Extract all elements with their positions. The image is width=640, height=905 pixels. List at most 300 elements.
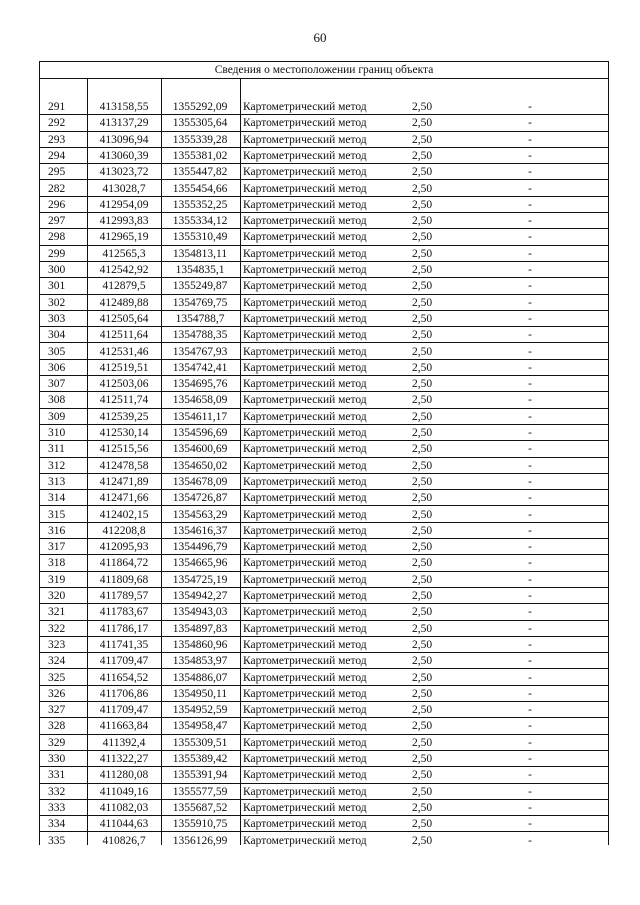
description-cell: - xyxy=(528,182,532,195)
y-coordinate-cell: 1355389,42 xyxy=(172,753,228,765)
table-row xyxy=(40,409,608,425)
point-number-cell: 309 xyxy=(48,410,66,423)
accuracy-cell: 2,50 xyxy=(411,736,433,749)
table-row xyxy=(40,816,608,832)
point-number-cell: 320 xyxy=(48,590,66,602)
description-cell: - xyxy=(528,622,532,635)
method-cell: Картометрический метод xyxy=(243,638,367,651)
accuracy-cell: 2,50 xyxy=(411,345,433,358)
table-row xyxy=(40,523,608,539)
point-number-cell: 323 xyxy=(48,638,66,651)
table-row xyxy=(40,784,608,800)
point-number-cell: 335 xyxy=(48,834,66,847)
point-number-cell: 316 xyxy=(48,524,66,537)
y-coordinate-cell: 1354860,96 xyxy=(172,638,228,651)
table-row xyxy=(40,588,608,604)
y-coordinate-cell: 1354942,27 xyxy=(172,590,228,602)
point-number-cell: 328 xyxy=(48,720,66,733)
point-number-cell: 297 xyxy=(48,215,66,228)
description-cell: - xyxy=(528,149,532,162)
method-cell: Картометрический метод xyxy=(243,345,367,358)
table-row xyxy=(40,164,608,180)
x-coordinate-cell: 411654,52 xyxy=(99,671,149,684)
method-cell: Картометрический метод xyxy=(243,149,367,162)
table-row xyxy=(40,637,608,653)
method-cell: Картометрический метод xyxy=(243,704,367,717)
description-cell: - xyxy=(528,638,532,651)
accuracy-cell: 2,50 xyxy=(411,264,433,276)
description-cell: - xyxy=(528,818,532,831)
table-row xyxy=(40,181,608,197)
table-title-spacer xyxy=(40,79,608,99)
point-number-cell: 310 xyxy=(48,427,66,439)
method-cell: Картометрический метод xyxy=(243,361,367,374)
accuracy-cell: 2,50 xyxy=(411,198,433,211)
y-coordinate-cell: 1355339,28 xyxy=(172,133,228,146)
accuracy-cell: 2,50 xyxy=(411,101,433,113)
point-number-cell: 292 xyxy=(48,117,66,130)
table-row xyxy=(40,572,608,588)
x-coordinate-cell: 411789,57 xyxy=(99,590,149,602)
y-coordinate-cell: 1354952,59 xyxy=(172,704,228,717)
point-number-cell: 311 xyxy=(48,443,65,456)
y-coordinate-cell: 1354563,29 xyxy=(172,508,228,521)
table-row xyxy=(40,99,608,115)
accuracy-cell: 2,50 xyxy=(411,296,433,309)
table-row xyxy=(40,197,608,213)
table-row xyxy=(40,425,608,441)
method-cell: Картометрический метод xyxy=(243,443,367,456)
table-row xyxy=(40,262,608,278)
accuracy-cell: 2,50 xyxy=(411,622,433,635)
y-coordinate-cell: 1354496,79 xyxy=(172,541,228,554)
y-coordinate-cell: 1354886,07 xyxy=(172,671,228,684)
method-cell: Картометрический метод xyxy=(243,801,367,814)
description-cell: - xyxy=(528,834,532,847)
table-row xyxy=(40,458,608,474)
table-row xyxy=(40,115,608,131)
x-coordinate-cell: 411709,47 xyxy=(99,704,149,717)
description-cell: - xyxy=(528,247,532,260)
y-coordinate-cell: 1355249,87 xyxy=(172,280,228,293)
accuracy-cell: 2,50 xyxy=(411,541,433,554)
point-number-cell: 314 xyxy=(48,492,66,505)
table-row xyxy=(40,132,608,148)
accuracy-cell: 2,50 xyxy=(411,704,433,717)
x-coordinate-cell: 411709,47 xyxy=(99,655,149,668)
point-number-cell: 326 xyxy=(48,687,66,700)
table-row xyxy=(40,653,608,669)
x-coordinate-cell: 413096,94 xyxy=(99,133,149,146)
y-coordinate-cell: 1354658,09 xyxy=(172,394,228,407)
accuracy-cell: 2,50 xyxy=(411,133,433,146)
point-number-cell: 304 xyxy=(48,329,66,342)
description-cell: - xyxy=(528,394,532,407)
x-coordinate-cell: 412539,25 xyxy=(99,410,149,423)
description-cell: - xyxy=(528,312,532,325)
point-number-cell: 293 xyxy=(48,133,66,146)
table-row xyxy=(40,555,608,571)
point-number-cell: 319 xyxy=(48,573,66,586)
description-cell: - xyxy=(528,541,532,554)
y-coordinate-cell: 1354616,37 xyxy=(172,524,228,537)
description-cell: - xyxy=(528,215,532,228)
y-coordinate-cell: 1354665,96 xyxy=(172,557,228,570)
description-cell: - xyxy=(528,687,532,700)
table-row xyxy=(40,800,608,816)
y-coordinate-cell: 1355577,59 xyxy=(172,785,228,798)
y-coordinate-cell: 1355391,94 xyxy=(172,769,228,782)
x-coordinate-cell: 412402,15 xyxy=(99,508,149,521)
y-coordinate-cell: 1355310,49 xyxy=(172,231,228,244)
accuracy-cell: 2,50 xyxy=(411,638,433,651)
y-coordinate-cell: 1356126,99 xyxy=(172,834,228,847)
point-number-cell: 306 xyxy=(48,361,66,374)
method-cell: Картометрический метод xyxy=(243,818,367,831)
point-number-cell: 295 xyxy=(48,166,66,179)
accuracy-cell: 2,50 xyxy=(411,410,433,423)
description-cell: - xyxy=(528,720,532,733)
table-row xyxy=(40,360,608,376)
accuracy-cell: 2,50 xyxy=(411,149,433,162)
method-cell: Картометрический метод xyxy=(243,410,367,423)
description-cell: - xyxy=(528,231,532,244)
description-cell: - xyxy=(528,573,532,586)
method-cell: Картометрический метод xyxy=(243,117,367,130)
accuracy-cell: 2,50 xyxy=(411,606,433,619)
table-row xyxy=(40,670,608,686)
point-number-cell: 298 xyxy=(48,231,66,244)
x-coordinate-cell: 412565,3 xyxy=(102,247,146,260)
description-cell: - xyxy=(528,508,532,521)
method-cell: Картометрический метод xyxy=(243,557,367,570)
accuracy-cell: 2,50 xyxy=(411,720,433,733)
accuracy-cell: 2,50 xyxy=(411,247,433,260)
method-cell: Картометрический метод xyxy=(243,769,367,782)
description-cell: - xyxy=(528,410,532,423)
x-coordinate-cell: 411864,72 xyxy=(99,557,149,570)
table-row xyxy=(40,376,608,392)
method-cell: Картометрический метод xyxy=(243,655,367,668)
method-cell: Картометрический метод xyxy=(243,753,367,765)
description-cell: - xyxy=(528,475,532,488)
x-coordinate-cell: 412511,74 xyxy=(99,394,149,407)
accuracy-cell: 2,50 xyxy=(411,573,433,586)
method-cell: Картометрический метод xyxy=(243,394,367,407)
method-cell: Картометрический метод xyxy=(243,264,367,276)
y-coordinate-cell: 1354788,7 xyxy=(175,312,225,325)
table-row xyxy=(40,735,608,751)
point-number-cell: 324 xyxy=(48,655,66,668)
x-coordinate-cell: 412954,09 xyxy=(99,198,149,211)
x-coordinate-cell: 411741,35 xyxy=(99,638,149,651)
accuracy-cell: 2,50 xyxy=(411,801,433,814)
description-cell: - xyxy=(528,280,532,293)
method-cell: Картометрический метод xyxy=(243,622,367,635)
method-cell: Картометрический метод xyxy=(243,427,367,439)
description-cell: - xyxy=(528,345,532,358)
accuracy-cell: 2,50 xyxy=(411,361,433,374)
method-cell: Картометрический метод xyxy=(243,329,367,342)
y-coordinate-cell: 1354611,17 xyxy=(172,410,228,423)
y-coordinate-cell: 1354897,83 xyxy=(172,622,228,635)
description-cell: - xyxy=(528,769,532,782)
x-coordinate-cell: 412515,56 xyxy=(99,443,149,456)
accuracy-cell: 2,50 xyxy=(411,769,433,782)
accuracy-cell: 2,50 xyxy=(411,753,433,765)
x-coordinate-cell: 412478,58 xyxy=(99,459,149,472)
y-coordinate-cell: 1354950,11 xyxy=(172,687,228,700)
y-coordinate-cell: 1355309,51 xyxy=(172,736,228,749)
table-row xyxy=(40,702,608,718)
table-row xyxy=(40,311,608,327)
x-coordinate-cell: 413060,39 xyxy=(99,149,149,162)
accuracy-cell: 2,50 xyxy=(411,785,433,798)
y-coordinate-cell: 1355454,66 xyxy=(172,182,228,195)
description-cell: - xyxy=(528,361,532,374)
x-coordinate-cell: 412542,92 xyxy=(99,264,149,276)
table-row xyxy=(40,490,608,506)
description-cell: - xyxy=(528,166,532,179)
point-number-cell: 325 xyxy=(48,671,66,684)
x-coordinate-cell: 412511,64 xyxy=(99,329,149,342)
description-cell: - xyxy=(528,753,532,765)
x-coordinate-cell: 412471,89 xyxy=(99,475,149,488)
point-number-cell: 332 xyxy=(48,785,66,798)
accuracy-cell: 2,50 xyxy=(411,166,433,179)
description-cell: - xyxy=(528,459,532,472)
accuracy-cell: 2,50 xyxy=(411,671,433,684)
accuracy-cell: 2,50 xyxy=(411,475,433,488)
description-cell: - xyxy=(528,785,532,798)
x-coordinate-cell: 413023,72 xyxy=(99,166,149,179)
table-row xyxy=(40,441,608,457)
table-row xyxy=(40,148,608,164)
table-row xyxy=(40,507,608,523)
y-coordinate-cell: 1354725,19 xyxy=(172,573,228,586)
boundary-table xyxy=(39,61,609,845)
table-row xyxy=(40,295,608,311)
point-number-cell: 294 xyxy=(48,149,66,162)
x-coordinate-cell: 412530,14 xyxy=(99,427,149,439)
x-coordinate-cell: 411322,27 xyxy=(99,753,149,765)
point-number-cell: 312 xyxy=(48,459,66,472)
y-coordinate-cell: 1354742,41 xyxy=(172,361,228,374)
method-cell: Картометрический метод xyxy=(243,508,367,521)
x-coordinate-cell: 411049,16 xyxy=(99,785,149,798)
description-cell: - xyxy=(528,655,532,668)
method-cell: Картометрический метод xyxy=(243,590,367,602)
description-cell: - xyxy=(528,443,532,456)
y-coordinate-cell: 1354835,1 xyxy=(175,264,225,276)
point-number-cell: 317 xyxy=(48,541,66,554)
point-number-cell: 321 xyxy=(48,606,66,619)
point-number-cell: 322 xyxy=(48,622,66,635)
y-coordinate-cell: 1354788,35 xyxy=(172,329,228,342)
method-cell: Картометрический метод xyxy=(243,182,367,195)
method-cell: Картометрический метод xyxy=(243,378,367,391)
method-cell: Картометрический метод xyxy=(243,231,367,244)
point-number-cell: 318 xyxy=(48,557,66,570)
x-coordinate-cell: 412879,5 xyxy=(102,280,146,293)
x-coordinate-cell: 411392,4 xyxy=(102,736,146,749)
table-title: Сведения о местоположении границ объекта xyxy=(40,62,608,79)
x-coordinate-cell: 411082,03 xyxy=(99,801,149,814)
y-coordinate-cell: 1355352,25 xyxy=(172,198,228,211)
table-row xyxy=(40,327,608,343)
accuracy-cell: 2,50 xyxy=(411,818,433,831)
method-cell: Картометрический метод xyxy=(243,166,367,179)
table-row xyxy=(40,751,608,767)
x-coordinate-cell: 410826,7 xyxy=(102,834,146,847)
accuracy-cell: 2,50 xyxy=(411,655,433,668)
accuracy-cell: 2,50 xyxy=(411,394,433,407)
table-row xyxy=(40,392,608,408)
method-cell: Картометрический метод xyxy=(243,492,367,505)
point-number-cell: 296 xyxy=(48,198,66,211)
accuracy-cell: 2,50 xyxy=(411,312,433,325)
description-cell: - xyxy=(528,378,532,391)
method-cell: Картометрический метод xyxy=(243,247,367,260)
point-number-cell: 327 xyxy=(48,704,66,717)
table-row xyxy=(40,344,608,360)
accuracy-cell: 2,50 xyxy=(411,280,433,293)
table-row xyxy=(40,833,608,849)
method-cell: Картометрический метод xyxy=(243,475,367,488)
x-coordinate-cell: 411786,17 xyxy=(99,622,149,635)
description-cell: - xyxy=(528,101,532,113)
description-cell: - xyxy=(528,296,532,309)
y-coordinate-cell: 1354596,69 xyxy=(172,427,228,439)
method-cell: Картометрический метод xyxy=(243,671,367,684)
accuracy-cell: 2,50 xyxy=(411,492,433,505)
method-cell: Картометрический метод xyxy=(243,296,367,309)
point-number-cell: 313 xyxy=(48,475,66,488)
x-coordinate-cell: 412965,19 xyxy=(99,231,149,244)
x-coordinate-cell: 412531,46 xyxy=(99,345,149,358)
y-coordinate-cell: 1354695,76 xyxy=(172,378,228,391)
y-coordinate-cell: 1354600,69 xyxy=(172,443,228,456)
x-coordinate-cell: 411044,63 xyxy=(99,818,149,831)
table-row xyxy=(40,246,608,262)
x-coordinate-cell: 413028,7 xyxy=(102,182,146,195)
y-coordinate-cell: 1354767,93 xyxy=(172,345,228,358)
y-coordinate-cell: 1354943,03 xyxy=(172,606,228,619)
point-number-cell: 305 xyxy=(48,345,66,358)
table-row xyxy=(40,229,608,245)
point-number-cell: 308 xyxy=(48,394,66,407)
table-row xyxy=(40,621,608,637)
y-coordinate-cell: 1354650,02 xyxy=(172,459,228,472)
x-coordinate-cell: 413137,29 xyxy=(99,117,149,130)
x-coordinate-cell: 412208,8 xyxy=(102,524,146,537)
table-row xyxy=(40,604,608,620)
y-coordinate-cell: 1355687,52 xyxy=(172,801,228,814)
description-cell: - xyxy=(528,704,532,717)
x-coordinate-cell: 411663,84 xyxy=(99,720,149,733)
accuracy-cell: 2,50 xyxy=(411,524,433,537)
accuracy-cell: 2,50 xyxy=(411,182,433,195)
method-cell: Картометрический метод xyxy=(243,459,367,472)
page-number: 60 xyxy=(313,30,327,45)
point-number-cell: 299 xyxy=(48,247,66,260)
accuracy-cell: 2,50 xyxy=(411,834,433,847)
method-cell: Картометрический метод xyxy=(243,606,367,619)
x-coordinate-cell: 411783,67 xyxy=(99,606,149,619)
x-coordinate-cell: 412471,66 xyxy=(99,492,149,505)
y-coordinate-cell: 1354678,09 xyxy=(172,475,228,488)
method-cell: Картометрический метод xyxy=(243,133,367,146)
description-cell: - xyxy=(528,492,532,505)
point-number-cell: 307 xyxy=(48,378,66,391)
description-cell: - xyxy=(528,801,532,814)
method-cell: Картометрический метод xyxy=(243,573,367,586)
method-cell: Картометрический метод xyxy=(243,312,367,325)
method-cell: Картометрический метод xyxy=(243,541,367,554)
x-coordinate-cell: 413158,55 xyxy=(99,101,149,113)
x-coordinate-cell: 412993,83 xyxy=(99,215,149,228)
y-coordinate-cell: 1355447,82 xyxy=(172,166,228,179)
point-number-cell: 282 xyxy=(48,182,66,195)
point-number-cell: 291 xyxy=(48,101,66,113)
y-coordinate-cell: 1354769,75 xyxy=(172,296,228,309)
x-coordinate-cell: 412095,93 xyxy=(99,541,149,554)
accuracy-cell: 2,50 xyxy=(411,687,433,700)
method-cell: Картометрический метод xyxy=(243,280,367,293)
point-number-cell: 302 xyxy=(48,296,66,309)
y-coordinate-cell: 1354813,11 xyxy=(172,247,228,260)
y-coordinate-cell: 1354958,47 xyxy=(172,720,228,733)
x-coordinate-cell: 411809,68 xyxy=(99,573,149,586)
description-cell: - xyxy=(528,198,532,211)
accuracy-cell: 2,50 xyxy=(411,215,433,228)
y-coordinate-cell: 1354726,87 xyxy=(172,492,228,505)
y-coordinate-cell: 1355334,12 xyxy=(172,215,228,228)
accuracy-cell: 2,50 xyxy=(411,427,433,439)
description-cell: - xyxy=(528,590,532,602)
description-cell: - xyxy=(528,736,532,749)
method-cell: Картометрический метод xyxy=(243,785,367,798)
description-cell: - xyxy=(528,117,532,130)
accuracy-cell: 2,50 xyxy=(411,590,433,602)
accuracy-cell: 2,50 xyxy=(411,329,433,342)
description-cell: - xyxy=(528,133,532,146)
point-number-cell: 315 xyxy=(48,508,66,521)
method-cell: Картометрический метод xyxy=(243,834,367,847)
method-cell: Картометрический метод xyxy=(243,198,367,211)
y-coordinate-cell: 1355305,64 xyxy=(172,117,228,130)
table-row xyxy=(40,213,608,229)
point-number-cell: 300 xyxy=(48,264,66,276)
description-cell: - xyxy=(528,264,532,276)
point-number-cell: 333 xyxy=(48,801,66,814)
method-cell: Картометрический метод xyxy=(243,687,367,700)
method-cell: Картометрический метод xyxy=(243,215,367,228)
x-coordinate-cell: 411280,08 xyxy=(99,769,149,782)
accuracy-cell: 2,50 xyxy=(411,378,433,391)
x-coordinate-cell: 412505,64 xyxy=(99,312,149,325)
description-cell: - xyxy=(528,606,532,619)
y-coordinate-cell: 1355910,75 xyxy=(172,818,228,831)
description-cell: - xyxy=(528,329,532,342)
description-cell: - xyxy=(528,427,532,439)
point-number-cell: 303 xyxy=(48,312,66,325)
description-cell: - xyxy=(528,671,532,684)
table-row xyxy=(40,767,608,783)
x-coordinate-cell: 412503,06 xyxy=(99,378,149,391)
accuracy-cell: 2,50 xyxy=(411,117,433,130)
method-cell: Картометрический метод xyxy=(243,720,367,733)
